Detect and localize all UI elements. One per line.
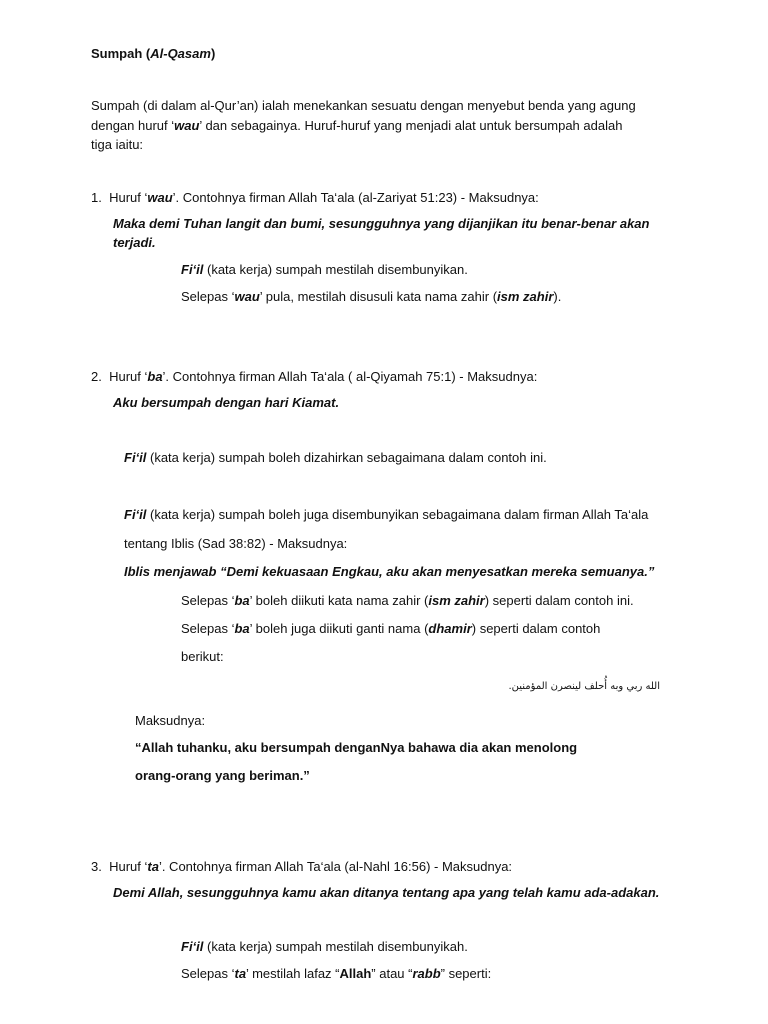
item3-note-1: Fi‘il (kata kerja) sumpah mestilah disembunyikah. [181, 939, 468, 954]
item2-note-1: Selepas ‘ba’ boleh diikuti kata nama zahir (ism zahir) seperti dalam contoh ini. [181, 593, 634, 608]
item3-quote: Demi Allah, sesungguhnya kamu akan ditanya tentang apa yang telah kamu ada-adakan. [113, 885, 660, 900]
item2-note-2-cont: berikut: [181, 649, 224, 664]
item1-heading: 1. Huruf ‘wau’. Contohnya firman Allah Ta‘ala (al-Zariyat 51:23) - Maksudnya: [91, 190, 539, 205]
item1-note-1: Fi‘il (kata kerja) sumpah mestilah disembunyikan. [181, 262, 468, 277]
item2-paragraph-2-cont: tentang Iblis (Sad 38:82) - Maksudnya: [124, 536, 348, 551]
item2-quote: Aku bersumpah dengan hari Kiamat. [113, 395, 340, 410]
item2-note-2: Selepas ‘ba’ boleh juga diikuti ganti nama (dhamir) seperti dalam contoh [181, 621, 601, 636]
item1-quote-line-2: terjadi. [113, 235, 156, 250]
item3-heading: 3. Huruf ‘ta’. Contohnya firman Allah Ta‘ala (al-Nahl 16:56) - Maksudnya: [91, 859, 513, 874]
item3-note-2: Selepas ‘ta’ mestilah lafaz “Allah” atau “rabb” seperti: [181, 966, 492, 981]
item2-maksudnya-label: Maksudnya: [135, 713, 206, 728]
intro-line-1: Sumpah (di dalam al-Qur’an) ialah menekankan sesuatu dengan menyebut benda yang agung [91, 98, 636, 113]
intro-line-3: tiga iaitu: [91, 137, 144, 152]
item2-translation-line-2: orang-orang yang beriman.” [135, 768, 310, 783]
item2-paragraph-2: Fi‘il (kata kerja) sumpah boleh juga disembunyikan sebagaimana dalam firman Allah Ta‘ala [124, 507, 649, 522]
intro-line-2: dengan huruf ‘wau’ dan sebagainya. Huruf-huruf yang menjadi alat untuk bersumpah adalah [91, 118, 623, 133]
item1-note-2: Selepas ‘wau’ pula, mestilah disusuli kata nama zahir (ism zahir). [181, 289, 562, 304]
item2-quote-iblis: Iblis menjawab “Demi kekuasaan Engkau, aku akan menyesatkan mereka semuanya.” [124, 564, 655, 579]
item2-heading: 2. Huruf ‘ba’. Contohnya firman Allah Ta‘ala ( al-Qiyamah 75:1) - Maksudnya: [91, 369, 538, 384]
arabic-example: الله ربي وبه أُحلف لينصرن المؤمنين. [508, 681, 660, 692]
item2-paragraph-1: Fi‘il (kata kerja) sumpah boleh dizahirkan sebagaimana dalam contoh ini. [124, 450, 547, 465]
item2-translation-line-1: “Allah tuhanku, aku bersumpah denganNya bahawa dia akan menolong [135, 740, 578, 755]
page-title: Sumpah (Al-Qasam) [91, 46, 216, 61]
item1-quote-line-1: Maka demi Tuhan langit dan bumi, sesungguhnya yang dijanjikan itu benar-benar akan [113, 216, 650, 231]
